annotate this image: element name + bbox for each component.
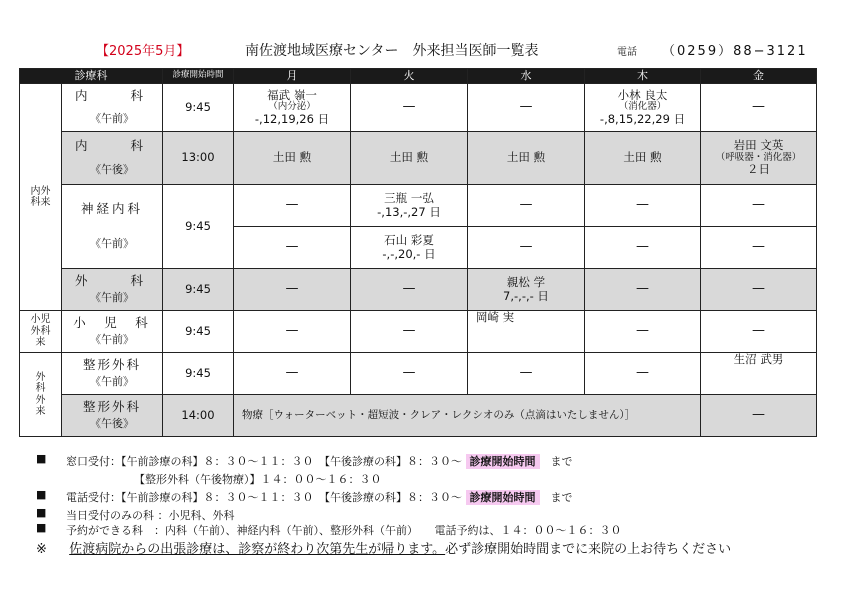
start-time: 9:45	[163, 353, 234, 395]
header-dept: 診療科	[20, 69, 163, 84]
note-text: 窓口受付：【午前診療の科】８：３０〜１１：３０ 【午後診療の科】８：３０〜	[66, 455, 462, 468]
dept-session: 《午後》	[90, 417, 134, 431]
date-tag: 【2025年5月】	[96, 44, 190, 59]
dept-cell	[62, 132, 163, 185]
table-row	[20, 353, 817, 395]
header-mon: 月	[234, 69, 351, 84]
cell-mon: —	[234, 353, 351, 395]
cell-tue: —	[351, 269, 468, 311]
date-list: -,-,20,- 日	[382, 246, 436, 261]
cell-thu: —	[585, 311, 701, 353]
date-list: -,12,19,26 日	[254, 111, 330, 126]
dept-cell	[62, 269, 163, 311]
cell-wed: —	[468, 84, 585, 132]
note-same-day	[36, 506, 826, 521]
dept-session: 《午後》	[90, 162, 134, 176]
header	[0, 38, 842, 60]
cell-thu: —	[585, 269, 701, 311]
notice-underlined: 佐渡病院からの出張診療は、診察が終わり次第先生が帰ります。	[69, 542, 446, 557]
cell-fri: —	[701, 227, 817, 269]
cell-wed: —	[468, 185, 585, 227]
note-reception	[36, 452, 826, 470]
header-thu: 木	[585, 69, 701, 84]
doctor-name: 小林 良太	[617, 87, 668, 102]
cell-mon: 土田 勲	[234, 132, 351, 185]
note-text: 電話受付：【午前診療の科】８：３０〜１１：３０ 【午後診療の科】８：３０〜	[66, 491, 462, 504]
note-reception-ortho	[36, 470, 826, 488]
category-geka	[20, 353, 62, 437]
notes-section	[36, 452, 826, 539]
dept-session: 《午前》	[90, 375, 134, 389]
specialty-note: （内分泌）	[268, 101, 316, 113]
dept-cell	[62, 185, 163, 269]
dept-name: 神経内科	[80, 200, 143, 216]
table-row	[20, 269, 817, 311]
dept-name: 内 科	[74, 138, 149, 154]
table-row	[20, 311, 817, 353]
cell-tue	[351, 185, 468, 227]
cell-mon	[234, 84, 351, 132]
specialty-note: （呼吸器・消化器）	[715, 151, 802, 163]
cell-tue: —	[351, 353, 468, 395]
dept-name: 内 科	[74, 87, 149, 103]
cell-mon: —	[234, 269, 351, 311]
cell-thu: —	[585, 227, 701, 269]
page-title: 南佐渡地域医療センター 外来担当医師一覧表	[245, 43, 539, 59]
category-label: 小児外科来	[30, 314, 51, 349]
cell-wed: —	[468, 227, 585, 269]
dept-name: 整形外科	[82, 356, 141, 372]
final-notice	[36, 538, 731, 557]
dept-name: 小 児 科	[73, 314, 151, 330]
start-time: 9:45	[163, 185, 234, 269]
dept-cell	[62, 311, 163, 353]
start-time: 9:45	[163, 311, 234, 353]
note-text: まで	[550, 491, 573, 504]
highlight-label: 診療開始時間	[466, 454, 540, 469]
header-fri: 金	[701, 69, 817, 84]
physiotherapy-note: 物療［ウォーターベット・超短波・クレア・レクシオのみ（点滴はいたしません）］	[234, 395, 701, 437]
start-time: 13:00	[163, 132, 234, 185]
doctor-name: 福武 嶺一	[267, 87, 317, 102]
table-row	[20, 132, 817, 185]
specialty-note: （消化器）	[618, 101, 667, 113]
cell-fri: 生沼 武男	[701, 353, 817, 395]
cell-wed: 岡崎 実	[468, 311, 585, 353]
cell-fri: —	[701, 185, 817, 227]
cell-mon: —	[234, 311, 351, 353]
bullet-icon: ■	[36, 506, 47, 519]
header-start-time: 診療開始時間	[163, 69, 234, 84]
date-list: ２日	[747, 162, 770, 177]
cell-wed: —	[468, 353, 585, 395]
cell-thu: —	[585, 185, 701, 227]
start-time: 9:45	[163, 269, 234, 311]
table-header-row	[20, 69, 817, 84]
cell-tue: 土田 勲	[351, 132, 468, 185]
cell-thu	[585, 84, 701, 132]
highlight-label: 診療開始時間	[466, 490, 540, 505]
doctor-name: 岩田 文英	[733, 138, 784, 153]
cell-fri: —	[701, 269, 817, 311]
cell-tue: —	[351, 84, 468, 132]
note-text: 予約ができる科 ：内科（午前）、神経内科（午前）、整形外科（午前） 電話予約は、１４：００〜１６：３０	[66, 524, 622, 537]
cell-mon: —	[234, 227, 351, 269]
cell-fri: —	[701, 395, 817, 437]
cell-thu: —	[585, 353, 701, 395]
dept-session: 《午前》	[90, 291, 134, 305]
date-list: -,8,15,22,29 日	[599, 111, 686, 126]
dept-session: 《午前》	[90, 237, 134, 251]
table-row	[20, 185, 817, 227]
table-row	[20, 84, 817, 132]
doctor-name: 三瓶 一弘	[384, 191, 434, 206]
phone-label: 電話	[617, 47, 637, 58]
bullet-icon: ■	[36, 521, 47, 534]
doctor-name: 親松 学	[506, 275, 546, 290]
dept-session: 《午前》	[90, 333, 134, 347]
table-row	[20, 395, 817, 437]
notice-text: 必ず診療開始時間までに来院の上お待ちください	[445, 542, 732, 557]
cell-fri: —	[701, 84, 817, 132]
category-label: 外科外来	[35, 371, 46, 417]
start-time: 14:00	[163, 395, 234, 437]
cell-mon: —	[234, 185, 351, 227]
category-naika	[20, 84, 62, 311]
cell-wed	[468, 269, 585, 311]
dept-name: 外 科	[74, 272, 149, 288]
bullet-icon: ■	[36, 488, 47, 501]
date-list: 7,-,-,- 日	[503, 288, 549, 303]
dept-cell	[62, 353, 163, 395]
phone-number: （0259）88−3121	[662, 44, 808, 59]
note-reservation	[36, 521, 826, 539]
category-shoni	[20, 311, 62, 353]
header-tue: 火	[351, 69, 468, 84]
note-text: まで	[550, 455, 573, 468]
cell-fri: —	[701, 311, 817, 353]
cell-wed: 土田 勲	[468, 132, 585, 185]
note-phone	[36, 488, 826, 506]
date-list: -,13,-,27 日	[377, 204, 441, 219]
cell-tue: —	[351, 311, 468, 353]
cell-fri	[701, 132, 817, 185]
note-text: 【整形外科（午後物療）】１４：００〜１６：３０	[134, 473, 382, 486]
bullet-icon: ■	[36, 452, 47, 465]
cell-tue	[351, 227, 468, 269]
start-time: 9:45	[163, 84, 234, 132]
dept-name: 整形外科	[82, 398, 141, 414]
dept-session: 《午前》	[90, 112, 134, 126]
cell-thu: 土田 勲	[585, 132, 701, 185]
dept-cell	[62, 84, 163, 132]
header-wed: 水	[468, 69, 585, 84]
doctor-name: 石山 彩夏	[384, 233, 434, 248]
asterisk-mark: ※	[36, 542, 47, 557]
category-label: 内外科来	[30, 185, 51, 208]
dept-cell	[62, 395, 163, 437]
note-text: 当日受付のみの科 ：小児科、外科	[66, 509, 235, 522]
schedule-table	[19, 68, 817, 437]
